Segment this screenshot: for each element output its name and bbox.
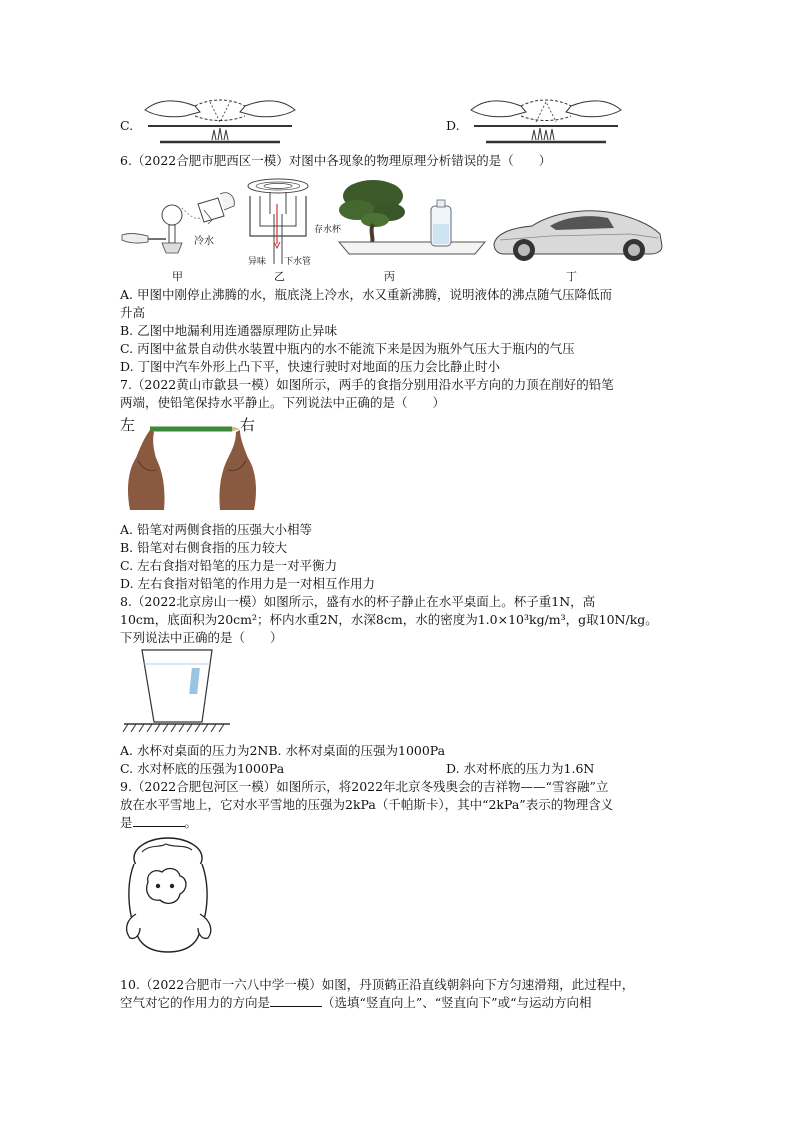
q9-stem-prefix: 是 — [120, 815, 133, 830]
q6-figure-ding — [490, 200, 665, 265]
q9-stem-line1: 9.（2022合肥包河区一模）如图所示，将2022年北京冬残奥会的吉祥物——“雪容融”立 — [120, 779, 609, 794]
q9-stem-suffix: 。 — [184, 815, 198, 830]
q6-option-d: D. 丁图中汽车外形上凸下平，快速行驶时对地面的压力会比静止时小 — [120, 359, 501, 374]
q7-stem-line1: 7.（2022黄山市歙县一模）如图所示，两手的食指分别用沿水平方向的力顶在削好的铅笔 — [120, 377, 614, 392]
q10-stem-suffix: （选填“竖直向上”、“竖直向下”或“与运动方向相 — [322, 995, 592, 1010]
q6-option-a-line2: 升高 — [120, 305, 146, 320]
q8-option-d: D. 水对杯底的压力为1.6N — [446, 761, 595, 776]
q7-pencil-hands-figure — [122, 420, 262, 515]
q6-option-a-line1: A. 甲图中刚停止沸腾的水，瓶底浇上冷水，水又重新沸腾，说明液体的沸点随气压降低而 — [120, 287, 612, 302]
q6-drain-pipe-label: 下水管 — [284, 257, 312, 267]
q5-option-c: C. — [120, 118, 134, 133]
q9-stem-line3 — [120, 815, 197, 831]
q8-option-ab: A. 水杯对桌面的压力为2NB. 水杯对桌面的压强为1000Pa — [120, 743, 446, 758]
q5-option-d: D. — [446, 118, 460, 133]
q9-answer-blank — [133, 815, 185, 827]
q6-figure-jia — [120, 180, 240, 260]
q6-cold-water-label: 冷水 — [194, 236, 214, 247]
q10-stem-line2 — [120, 995, 591, 1011]
q8-stem-line1: 8.（2022北京房山一模）如图所示，盛有水的杯子静止在水平桌面上。杯子重1N，高 — [120, 594, 596, 609]
q7-option-a: A. 铅笔对两侧食指的压强大小相等 — [120, 522, 312, 537]
q6-label-jia: 甲 — [172, 270, 183, 283]
q6-figure-yi — [238, 174, 318, 264]
q6-label-bing: 丙 — [384, 270, 395, 283]
q6-option-c: C. 丙图中盆景自动供水装置中瓶内的水不能流下来是因为瓶外气压大于瓶内的气压 — [120, 341, 575, 356]
q6-stem: 6.（2022合肥市肥西区一模）对图中各现象的物理原理分析错误的是（ ） — [120, 153, 552, 168]
q10-stem-line1: 10.（2022合肥市一六八中学一模）如图，丹顶鹤正沿直线朝斜向下方匀速滑翔，此过程中， — [120, 977, 635, 992]
q10-stem-prefix: 空气对它的作用力的方向是 — [120, 995, 271, 1010]
q7-left-label: 左 — [120, 416, 136, 434]
q6-water-cup-label: 存水杯 — [314, 225, 342, 235]
q8-option-c: C. 水对杯底的压强为1000Pa — [120, 761, 285, 776]
q5-figure-c — [140, 92, 300, 152]
q9-stem-line2: 放在水平雪地上，它对水平雪地的压强为2kPa（千帕斯卡），其中“2kPa”表示的物理含义 — [120, 797, 614, 812]
q7-option-b: B. 铅笔对右侧食指的压力较大 — [120, 540, 288, 555]
q7-option-d: D. 左右食指对铅笔的作用力是一对相互作用力 — [120, 576, 376, 591]
q7-option-c: C. 左右食指对铅笔的压力是一对平衡力 — [120, 558, 338, 573]
q6-label-yi: 乙 — [274, 270, 285, 283]
q8-cup-figure — [122, 648, 232, 738]
q8-stem-line3: 下列说法中正确的是（ ） — [120, 630, 283, 645]
q6-figure-bing — [335, 172, 490, 267]
q6-odor-label: 异味 — [248, 257, 267, 267]
q7-stem-line2: 两端，使铅笔保持水平静止。下列说法中正确的是（ ） — [120, 395, 446, 410]
q5-figure-d — [466, 92, 626, 152]
q7-right-label: 右 — [240, 416, 256, 434]
q6-option-b: B. 乙图中地漏利用连通器原理防止异味 — [120, 323, 338, 338]
q6-label-ding: 丁 — [566, 270, 577, 283]
q9-mascot-figure — [120, 834, 220, 959]
q8-stem-line2: 10cm，底面积为20cm²；杯内水重2N，水深8cm，水的密度为1.0×10³kg/m³，g取10N/kg。 — [120, 612, 658, 627]
q10-answer-blank — [270, 995, 322, 1007]
